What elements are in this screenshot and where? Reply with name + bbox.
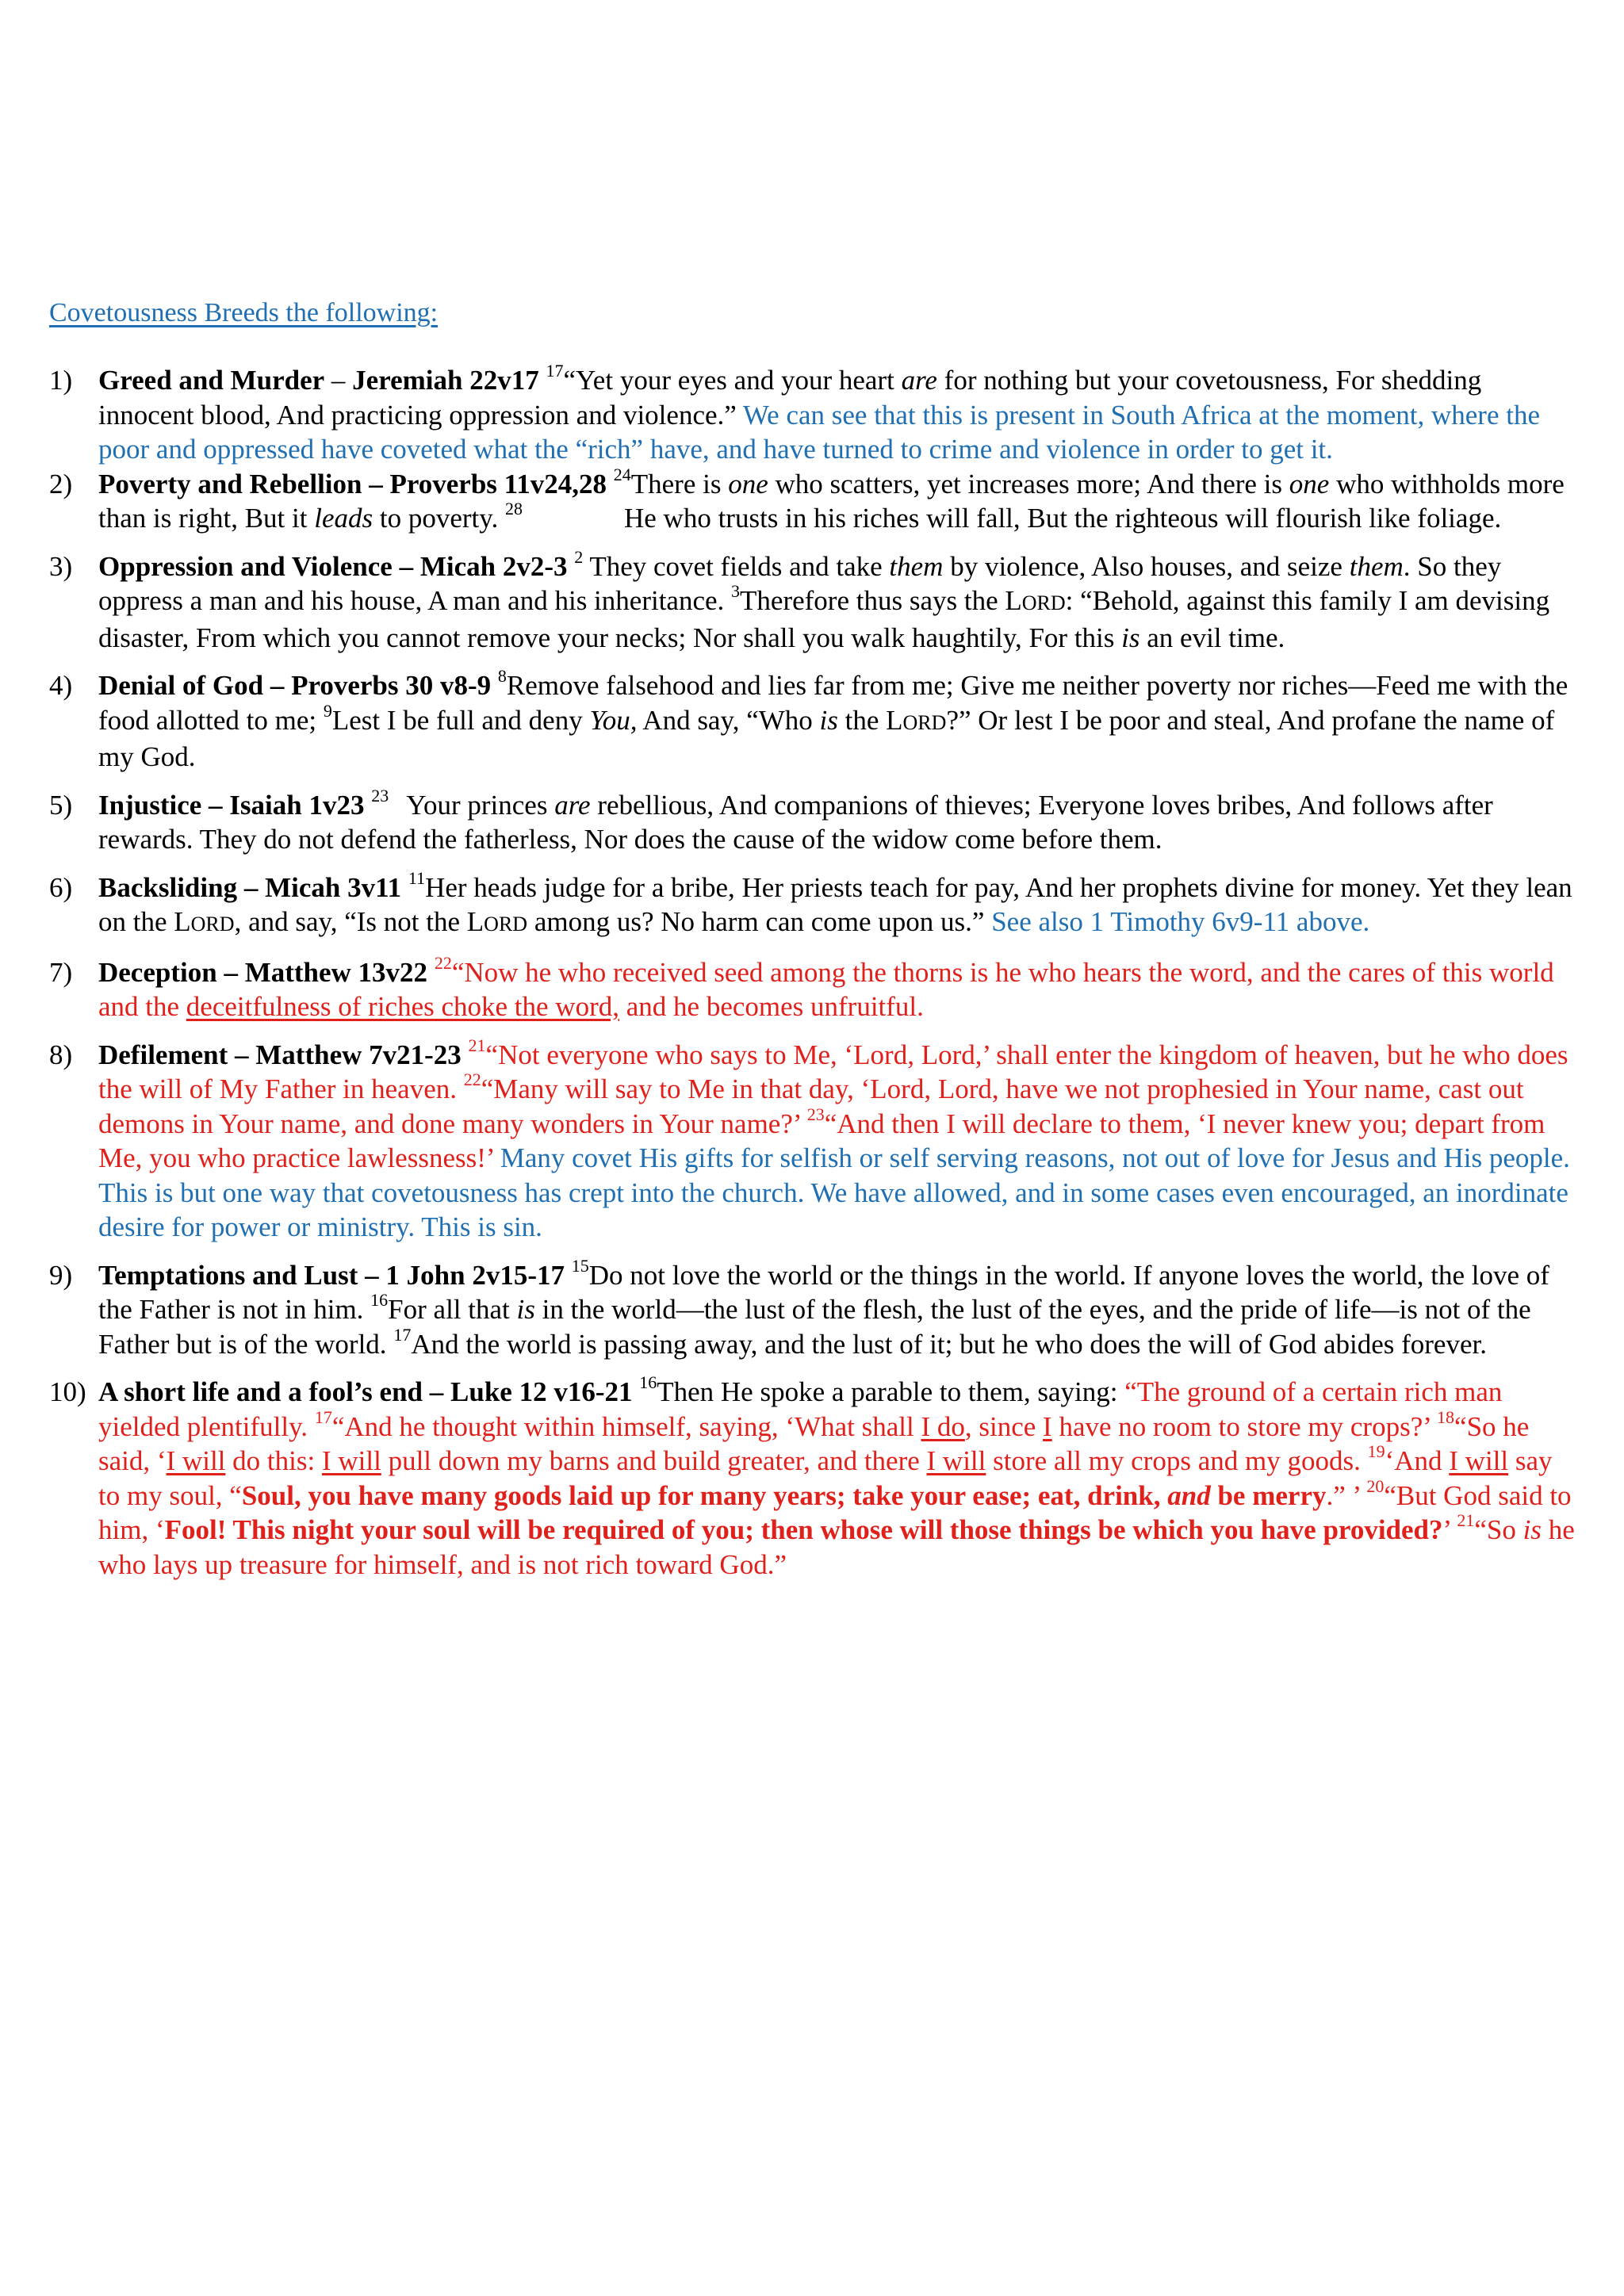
item-title: Denial of God – Proverbs 30 v8-9 — [98, 670, 492, 701]
item-number: 2) — [49, 468, 73, 499]
verse-number: 9 — [323, 700, 332, 721]
item-title: Poverty and Rebellion – Proverbs 11v24,28 — [98, 468, 607, 499]
list-item: 4) Denial of God – Proverbs 30 v8-9 $^8$Remove falsehood and lies far from me; Give me neither poverty nor riches—Feed me with the food allotted to me; $^9$Lest I be full and deny You, And say, “Who is the LORD?” Or lest I be poor and steal, And profane the name of my God. — [49, 666, 1568, 772]
verse-number: 23 — [371, 785, 389, 806]
commentary-note: We can see that this is present in South Africa at the moment, where the poor and oppressed have coveted what the “rich” have, and have turned to crime and violence in order to get it. — [98, 399, 1541, 465]
item-number: 8) — [49, 1039, 73, 1070]
list-item: 1) Greed and Murder – Jeremiah 22v17 $^{17}$“Yet your eyes and your heart are for nothing but your covetousness, For shedding innocent blood, And practicing oppression and violence.” We can see that this is present in South Africa at the moment, where the poor and oppressed have coveted what the “rich” have, and have turned to crime and violence in order to get it. — [49, 361, 1541, 465]
verse-number: 28 — [505, 499, 523, 519]
verse-number: 15 — [571, 1255, 589, 1276]
verse-number: 16 — [639, 1372, 657, 1393]
list-item: 7) Deception – Matthew 13v22 $^{22}$“Now he who received seed among the thorns is he who hears the word, and the cares of this world and the deceitfulness of riches choke the word, and he becomes unfruitful. — [49, 952, 1554, 1022]
item-number: 1) — [49, 365, 73, 396]
list-item: 10) A short life and a fool’s end – Luke 12 v16-21 $^{16}$Then He spoke a parable to them, saying: “The ground of a certain rich man yielded plentifully. $^{17}$“And he thought within himself, saying, ‘What shall I do, since I have no room to store my crops?’ $^{18}$“So he said, ‘I will do this: I will pull down my barns and build greater, and there I will store all my crops and my goods. $^{19}$‘And I will say to my soul, “Soul, you have many goods laid up for many years; take your ease; eat, drink, and be merry.” ’ $^{20}$“But God said to him, ‘Fool! This night your soul will be required of you; then whose will those things be which you have provided?’ $^{21}$“So is he who lays up treasure for himself, and is not rich toward God.” — [49, 1372, 1575, 1580]
commentary-note: See also 1 Timothy 6v9-11 above. — [991, 906, 1370, 937]
verse-number: 20 — [1366, 1475, 1385, 1496]
verse-number: 23 — [806, 1104, 825, 1124]
verse-number: 11 — [408, 867, 426, 888]
verse-number: 21 — [468, 1035, 486, 1055]
item-title: Backsliding – Micah 3v11 — [98, 871, 402, 903]
item-title: Oppression and Violence – Micah 2v2-3 — [98, 550, 568, 582]
verse-number: 22 — [463, 1070, 481, 1090]
item-number: 3) — [49, 550, 73, 582]
verse-number: 17 — [393, 1324, 412, 1345]
item-title: Defilement – Matthew 7v21-23 — [98, 1039, 462, 1070]
list-item: 8) Defilement – Matthew 7v21-23 $^{21}$“Not everyone who says to Me, ‘Lord, Lord,’ shall enter the kingdom of heaven, but he who does the will of My Father in heaven. $^{22}$“Many will say to Me in that day, ‘Lord, Lord, have we not prophesied in Your name, cast out demons in Your name, and done many wonders in Your name?’ $^{23}$“And then I will declare to them, ‘I never knew you; depart from Me, you who practice lawlessness!’ Many covet His gifts for selfish or self serving reasons, not out of love for Jesus and His people. This is but one way that covetousness has crept into the church. We have allowed, and in some cases even encouraged, an inordinate desire for power or ministry. This is sin. — [49, 1035, 1570, 1242]
verse-number: 3 — [731, 581, 741, 602]
verse-number: 24 — [613, 464, 631, 484]
list-item: 5) Injustice – Isaiah 1v23 $^{23}$ Your princes are rebellious, And companions of thieves; Everyone loves bribes, And follows after rewards. They do not defend the fatherless, Nor does the cause of the widow come before them. — [49, 785, 1493, 855]
commentary-note: Many covet His gifts for selfish or self serving reasons, not out of love for Jesus and His people. This is but one way that covetousness has crept into the church. We have allowed, and in some cases even encouraged, an inordinate desire for power or ministry. This is sin. — [98, 1142, 1570, 1242]
verse-number: 19 — [1367, 1441, 1385, 1462]
item-title: Temptations and Lust – 1 John 2v15-17 — [98, 1259, 565, 1291]
verse-number: 2 — [574, 546, 584, 567]
item-number: 10) — [49, 1376, 86, 1407]
verse-number: 16 — [370, 1290, 389, 1311]
item-number: 5) — [49, 789, 73, 821]
page-heading: Covetousness Breeds the following: — [49, 298, 439, 327]
verse-number: 17 — [546, 361, 564, 381]
numbered-list — [49, 363, 1576, 1595]
item-reference: Jeremiah 22v17 — [352, 365, 539, 396]
item-title: Greed and Murder — [98, 365, 325, 396]
list-item: 2) Poverty and Rebellion – Proverbs 11v24,28 $^{24}$There is one who scatters, yet increases more; And there is one who withholds more than is right, But it leads to poverty. $^{28}$ He who trusts in his riches will fall, But the righteous will flourish like foliage. — [49, 464, 1565, 534]
list-item: 9) Temptations and Lust – 1 John 2v15-17 $^{15}$Do not love the world or the things in the world. If anyone loves the world, the love of the Father is not in him. $^{16}$For all that is in the world—the lust of the flesh, the lust of the eyes, and the pride of life—is not of the Father but is of the world. $^{17}$And the world is passing away, and the lust of it; but he who does the will of God abides forever. — [49, 1255, 1549, 1360]
item-number: 9) — [49, 1259, 73, 1291]
item-number: 7) — [49, 956, 73, 988]
verse-number: 21 — [1457, 1510, 1475, 1531]
item-title: Deception – Matthew 13v22 — [98, 956, 428, 988]
verse-number: 17 — [314, 1406, 332, 1427]
verse-number: 18 — [1437, 1406, 1455, 1427]
item-title: Injustice – Isaiah 1v23 — [98, 789, 365, 821]
list-item: 3) Oppression and Violence – Micah 2v2-3 $^2$ They covet fields and take them by violence, Also houses, and seize them. So they oppress a man and his house, A man and his inheritance. $^3$Therefore thus says the LORD: “Behold, against this family I am devising disaster, From which you cannot remove your necks; Nor shall you walk haughtily, For this is an evil time. — [49, 546, 1550, 653]
verse-number: 22 — [434, 952, 452, 973]
verse-number: 8 — [497, 666, 507, 687]
item-title: A short life and a fool’s end – Luke 12 v16-21 — [98, 1376, 633, 1407]
item-number: 4) — [49, 670, 73, 701]
list-item: 6) Backsliding – Micah 3v11 $^{11}$Her heads judge for a bribe, Her priests teach for pay, And her prophets divine for money. Yet they lean on the LORD, and say, “Is not the LORD among us? No harm can come upon us.” See also 1 Timothy 6v9-11 above. — [49, 867, 1572, 937]
item-number: 6) — [49, 871, 73, 903]
